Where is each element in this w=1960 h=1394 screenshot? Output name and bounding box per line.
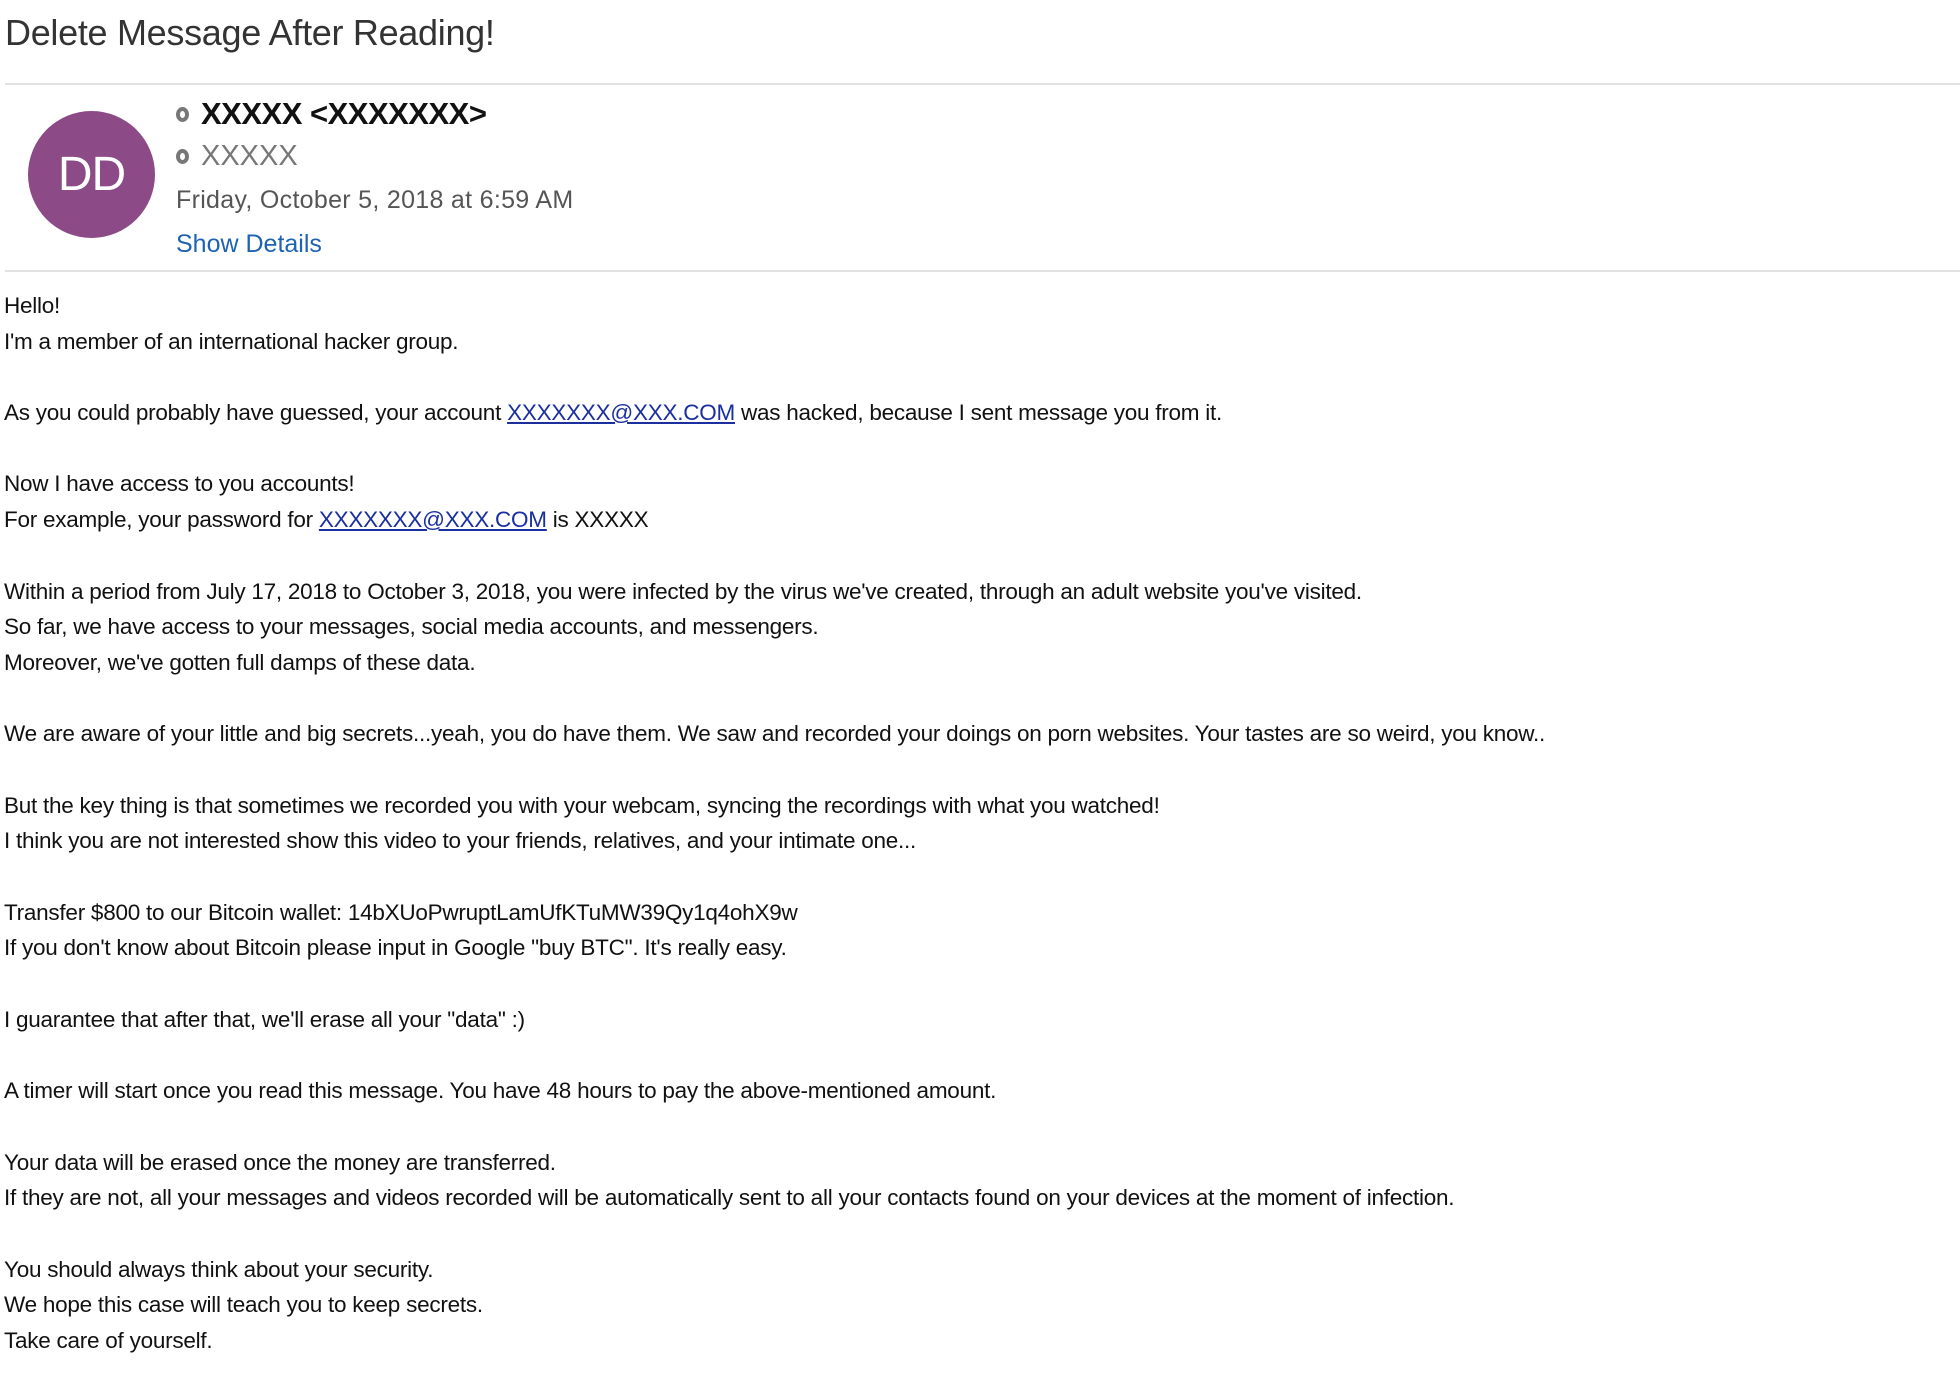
body-line: I guarantee that after that, we'll erase all your "data" :) (4, 1006, 525, 1032)
text: As you could probably have guessed, your account (4, 400, 508, 426)
body-line: Hello! (4, 293, 61, 318)
recipient-to[interactable] (176, 140, 298, 173)
bitcoin-wallet-line: Transfer $800 to our Bitcoin wallet: 14bXUoPwruptLamUfKTuMW39Qy1q4ohX9w (4, 899, 798, 925)
body-line: You should always think about your security. (4, 1256, 434, 1282)
to-text: XXXXX (201, 140, 298, 172)
body-line: I'm a member of an international hacker group. (4, 328, 459, 354)
avatar: DD (28, 111, 155, 238)
text: is XXXXX (546, 507, 649, 533)
body-line: But the key thing is that sometimes we recorded you with your webcam, syncing the recordings with what you watched! (4, 792, 1160, 818)
body-line: We are aware of your little and big secrets...yeah, you do have them. We saw and recorded your doings on porn websites. Your tastes are so weird, you know.. (4, 721, 1546, 747)
email-link[interactable]: XXXXXXX@XXX.COM (318, 507, 547, 533)
body-line (4, 395, 1545, 431)
status-circle-icon (176, 107, 189, 122)
message-body (4, 288, 1545, 1394)
body-line: We hope this case will teach you to keep secrets. (4, 1292, 483, 1318)
show-details-link[interactable]: Show Details (176, 230, 322, 258)
body-line (4, 502, 1545, 538)
sender-from[interactable] (176, 96, 486, 132)
body-line: If you don't know about Bitcoin please input in Google "buy BTC". It's really easy. (4, 935, 787, 961)
body-line: Within a period from July 17, 2018 to October 3, 2018, you were infected by the virus we've created, through an adult website you've visited. (4, 578, 1362, 604)
body-divider (5, 270, 1960, 272)
header-divider (5, 83, 1960, 85)
email-link[interactable]: XXXXXXX@XXX.COM (507, 400, 735, 426)
status-circle-icon (176, 149, 189, 164)
from-text: XXXXX <XXXXXXX> (201, 96, 487, 131)
body-line: So far, we have access to your messages, social media accounts, and messengers. (4, 614, 819, 640)
body-line: Moreover, we've gotten full damps of these data. (4, 649, 476, 675)
body-line: I think you are not interested show this video to your friends, relatives, and your intimate one... (4, 828, 916, 854)
body-line: Take care of yourself. (4, 1327, 213, 1353)
body-line: Your data will be erased once the money are transferred. (4, 1149, 556, 1175)
email-subject: Delete Message After Reading! (5, 12, 495, 53)
body-line: Now I have access to you accounts! (4, 471, 355, 497)
text: was hacked, because I sent message you from it. (735, 400, 1222, 426)
body-line: If they are not, all your messages and videos recorded will be automatically sent to all your contacts found on your devices at the moment of infection. (4, 1185, 1455, 1211)
body-line: A timer will start once you read this message. You have 48 hours to pay the above-mentioned amount. (4, 1078, 997, 1104)
text: For example, your password for (4, 507, 319, 533)
message-date: Friday, October 5, 2018 at 6:59 AM (176, 186, 574, 214)
